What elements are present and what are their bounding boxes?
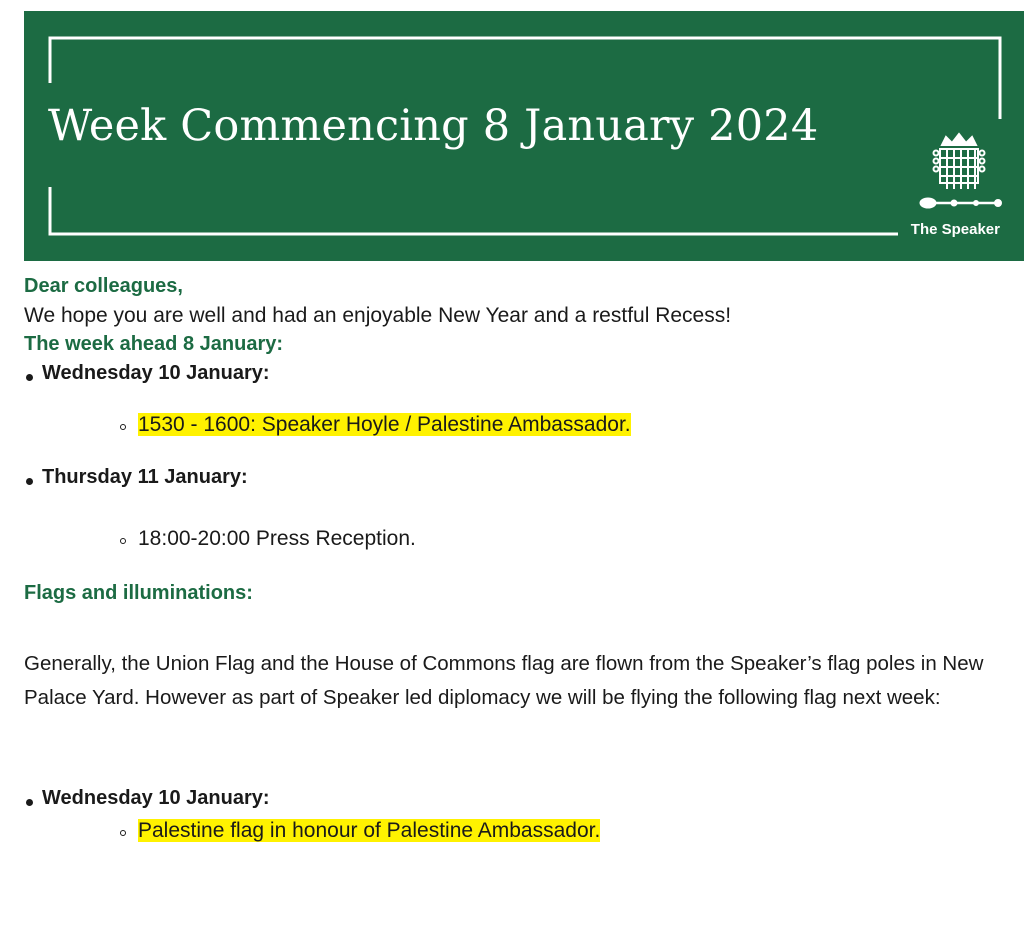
flags-item [138,819,600,843]
schedule-day-label: Thursday 11 January: [42,466,248,488]
letter-body [24,272,1019,359]
portcullis-mace-icon [914,131,1004,211]
header-banner [24,11,1024,261]
flags-day-label: Wednesday 10 January: [42,787,270,809]
greeting: Dear colleagues, [24,275,183,297]
banner-title: Week Commencing 8 January 2024 [48,101,819,151]
schedule-item-text: 1530 - 1600: Speaker Hoyle / Palestine Ambassador. [138,413,631,436]
flags-day [42,787,270,810]
week-heading: The week ahead 8 January: [24,333,284,355]
schedule-item-text: 18:00-20:00 Press Reception. [138,527,416,550]
schedule-day [42,362,270,385]
schedule-item [138,413,631,437]
flags-paragraph: Generally, the Union Flag and the House of Commons flag are flown from the Speaker’s flag poles in New Palace Yard. However as part of Speaker led diplomacy we will be flying the following flag next week: [24,652,984,709]
flags-heading: Flags and illuminations: [24,582,253,604]
flags-item-text: Palestine flag in honour of Palestine Ambassador. [138,819,601,842]
schedule-day-label: Wednesday 10 January: [42,362,270,384]
speaker-label: The Speaker [910,221,1000,238]
intro-text: We hope you are well and had an enjoyable New Year and a restful Recess! [24,304,732,327]
schedule-item [138,527,416,551]
schedule-day [42,466,248,489]
